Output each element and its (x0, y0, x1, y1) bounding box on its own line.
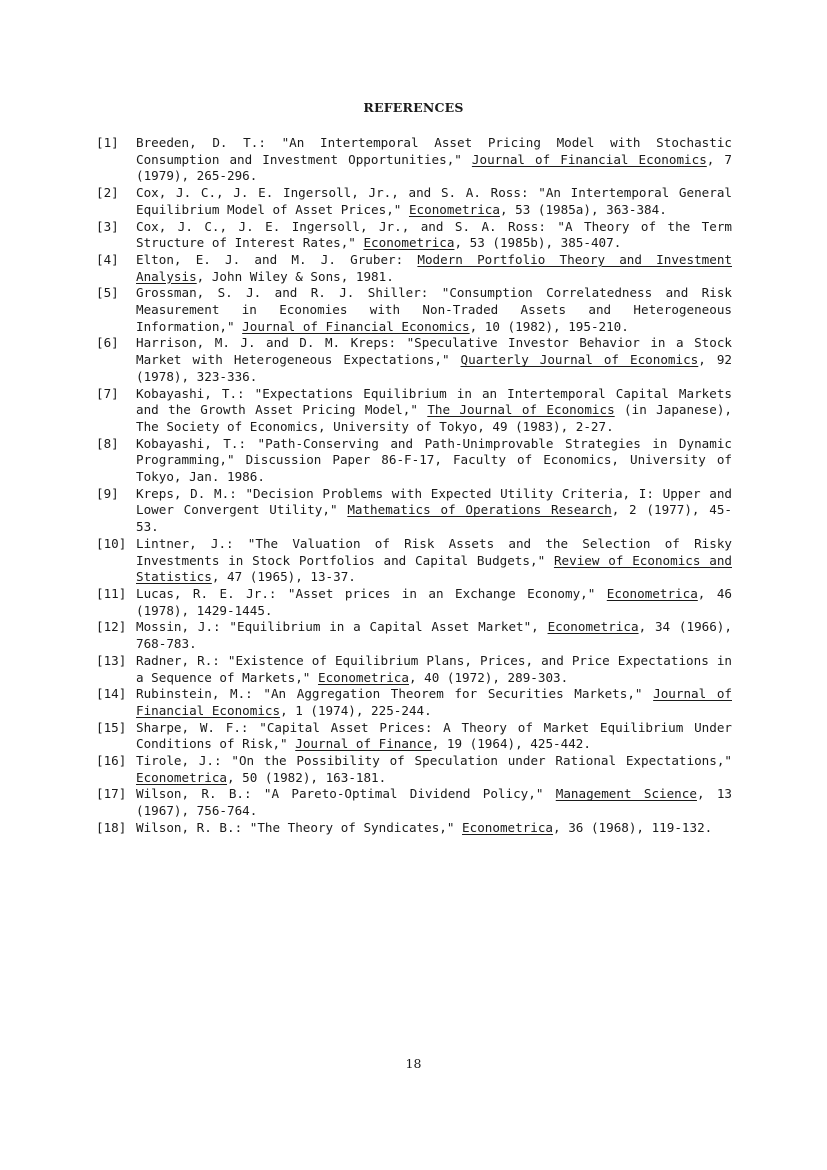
reference-number: [4] (96, 251, 119, 267)
reference-text-segment: , 36 (1968), 119-132. (553, 819, 713, 835)
reference-text-segment: , 53 (1985b), 385-407. (454, 235, 622, 251)
reference-source-title: Management Science (555, 786, 697, 802)
reference-number: [10] (96, 535, 127, 551)
reference-text (136, 252, 732, 285)
reference-text-segment: Kobayashi, T.: "Path-Conserving and Path-Unimprovable Strategies in Dynamic Programming," Discussion Paper 86-F-17, Faculty of Economics, University of Tokyo, Jan. 1986. (136, 435, 732, 485)
reference-number: [1] (96, 135, 119, 150)
reference-item (96, 185, 732, 218)
reference-text-segment: , 7 (1979), 265-296. (136, 151, 732, 184)
reference-text-segment: , 1 (1974), 225-244. (280, 702, 432, 718)
reference-text (136, 285, 732, 335)
reference-item (96, 686, 732, 719)
reference-list (96, 135, 732, 837)
reference-text-segment: Lucas, R. E. Jr.: "Asset prices in an Exchange Economy," (136, 585, 607, 601)
reference-text-segment: Kreps, D. M.: "Decision Problems with Expected Utility Criteria, I: Upper and Lower Convergent Utility," (136, 485, 732, 518)
reference-text (136, 786, 732, 819)
reference-source-title: Econometrica (363, 235, 455, 251)
reference-item (96, 786, 732, 819)
reference-source-title: Journal of Financial Economics (242, 318, 470, 334)
reference-source-title: Econometrica (136, 769, 227, 785)
reference-item (96, 285, 732, 335)
reference-number: [18] (96, 819, 127, 835)
reference-text (136, 436, 732, 486)
reference-item (96, 619, 732, 652)
reference-source-title: Econometrica (547, 619, 639, 635)
reference-text (136, 486, 732, 536)
reference-text-segment: , 19 (1964), 425-442. (431, 736, 591, 752)
reference-text-segment: Elton, E. J. and M. J. Gruber: (136, 251, 418, 267)
reference-item (96, 335, 732, 385)
reference-text-segment: Cox, J. C., J. E. Ingersoll, Jr., and S. A. Ross: "A Theory of the Term Structure of Interest Rates," (136, 218, 732, 251)
reference-number: [15] (96, 719, 127, 735)
reference-text (136, 619, 732, 652)
reference-text-segment: , John Wiley & Sons, 1981. (196, 268, 394, 284)
reference-number: [9] (96, 485, 119, 501)
reference-text (136, 185, 732, 218)
reference-text (136, 686, 732, 719)
reference-text-segment: Radner, R.: "Existence of Equilibrium Plans, Prices, and Price Expectations in a Sequence of Markets," (136, 652, 732, 685)
reference-text-segment: Grossman, S. J. and R. J. Shiller: "Consumption Correlatedness and Risk Measurement in Economies with Non-Traded Assets and Heterogeneous Information," (136, 285, 732, 334)
reference-item (96, 720, 732, 753)
reference-text (136, 820, 732, 837)
reference-text-segment: Mossin, J.: "Equilibrium in a Capital Asset Market", (136, 619, 548, 635)
reference-text-segment: Wilson, R. B.: "A Pareto-Optimal Dividend Policy," (136, 786, 556, 802)
reference-number: [17] (96, 786, 127, 802)
reference-text-segment: Harrison, M. J. and D. M. Kreps: "Speculative Investor Behavior in a Stock Market with Heterogeneous Expectations," (136, 335, 732, 368)
reference-text-segment: , 50 (1982), 163-181. (227, 769, 387, 785)
reference-source-title: Journal of Financial Economics (136, 686, 732, 718)
reference-item (96, 135, 732, 185)
reference-text-segment: (in Japanese), The Society of Economics, University of Tokyo, 49 (1983), 2-27. (136, 402, 732, 434)
reference-text (136, 135, 732, 185)
reference-text-segment: Tirole, J.: "On the Possibility of Speculation under Rational Expectations," (136, 753, 732, 769)
reference-source-title: Modern Portfolio Theory and Investment Analysis (136, 251, 732, 284)
reference-text (136, 536, 732, 586)
reference-item (96, 219, 732, 252)
reference-number: [12] (96, 619, 127, 635)
reference-number: [14] (96, 686, 127, 702)
reference-text-segment: , 2 (1977), 45-53. (136, 502, 733, 535)
reference-item (96, 753, 732, 786)
reference-number: [2] (96, 185, 119, 201)
reference-item (96, 653, 732, 686)
reference-text-segment: Breeden, D. T.: "An Intertemporal Asset Pricing Model with Stochastic Consumption and Investment Opportunities," (136, 135, 732, 167)
reference-text-segment: , 34 (1966), 768-783. (136, 619, 732, 652)
reference-text (136, 219, 732, 252)
reference-source-title: Quarterly Journal of Economics (460, 352, 699, 368)
reference-number: [8] (96, 435, 119, 451)
reference-text (136, 653, 732, 686)
reference-text-segment: , 40 (1972), 289-303. (408, 669, 569, 685)
reference-source-title: Econometrica (606, 585, 698, 601)
reference-source-title: Journal of Finance (295, 736, 432, 752)
reference-item (96, 486, 732, 536)
reference-source-title: Econometrica (317, 669, 409, 685)
reference-text-segment: , 47 (1965), 13-37. (211, 569, 356, 585)
reference-text-segment: , 10 (1982), 195-210. (469, 318, 629, 334)
reference-number: [11] (96, 585, 127, 601)
reference-item (96, 536, 732, 586)
page-number: 18 (405, 1056, 422, 1071)
reference-text-segment: Kobayashi, T.: "Expectations Equilibrium in an Intertemporal Capital Markets and the Growth Asset Pricing Model," (136, 385, 732, 418)
reference-text-segment: , 53 (1985a), 363-384. (499, 201, 667, 217)
reference-text-segment: , 92 (1978), 323-336. (136, 352, 732, 384)
reference-text-segment: Sharpe, W. F.: "Capital Asset Prices: A Theory of Market Equilibrium Under Conditions of Risk," (136, 719, 732, 752)
reference-number: [5] (96, 285, 119, 301)
references-heading: REFERENCES (363, 100, 464, 115)
reference-item (96, 586, 732, 619)
reference-text (136, 335, 732, 385)
reference-source-title: Mathematics of Operations Research (347, 502, 612, 518)
reference-text-segment: Rubinstein, M.: "An Aggregation Theorem for Securities Markets," (136, 686, 654, 702)
reference-number: [16] (96, 753, 127, 769)
reference-source-title: Review of Economics and Statistics (136, 552, 732, 585)
reference-number: [3] (96, 218, 119, 234)
reference-item (96, 386, 732, 436)
reference-text-segment: , 13 (1967), 756-764. (136, 786, 732, 819)
reference-source-title: The Journal of Economics (427, 402, 615, 418)
reference-text (136, 753, 732, 786)
reference-number: [13] (96, 652, 127, 668)
reference-text-segment: , 46 (1978), 1429-1445. (136, 585, 732, 618)
reference-source-title: Econometrica (462, 819, 554, 835)
reference-text (136, 586, 732, 619)
reference-source-title: Journal of Financial Economics (471, 151, 707, 167)
reference-text (136, 720, 732, 753)
reference-item (96, 252, 732, 285)
reference-text (136, 386, 732, 436)
reference-source-title: Econometrica (408, 201, 500, 217)
reference-item (96, 436, 732, 486)
reference-text-segment: Wilson, R. B.: "The Theory of Syndicates," (136, 819, 463, 835)
reference-text-segment: Cox, J. C., J. E. Ingersoll, Jr., and S. A. Ross: "An Intertemporal General Equilibrium Model of Asset Prices," (136, 185, 732, 217)
reference-text-segment: Lintner, J.: "The Valuation of Risk Assets and the Selection of Risky Investments in Stock Portfolios and Capital Budgets," (136, 535, 732, 568)
reference-number: [7] (96, 385, 119, 401)
reference-number: [6] (96, 335, 119, 351)
reference-item (96, 820, 732, 837)
